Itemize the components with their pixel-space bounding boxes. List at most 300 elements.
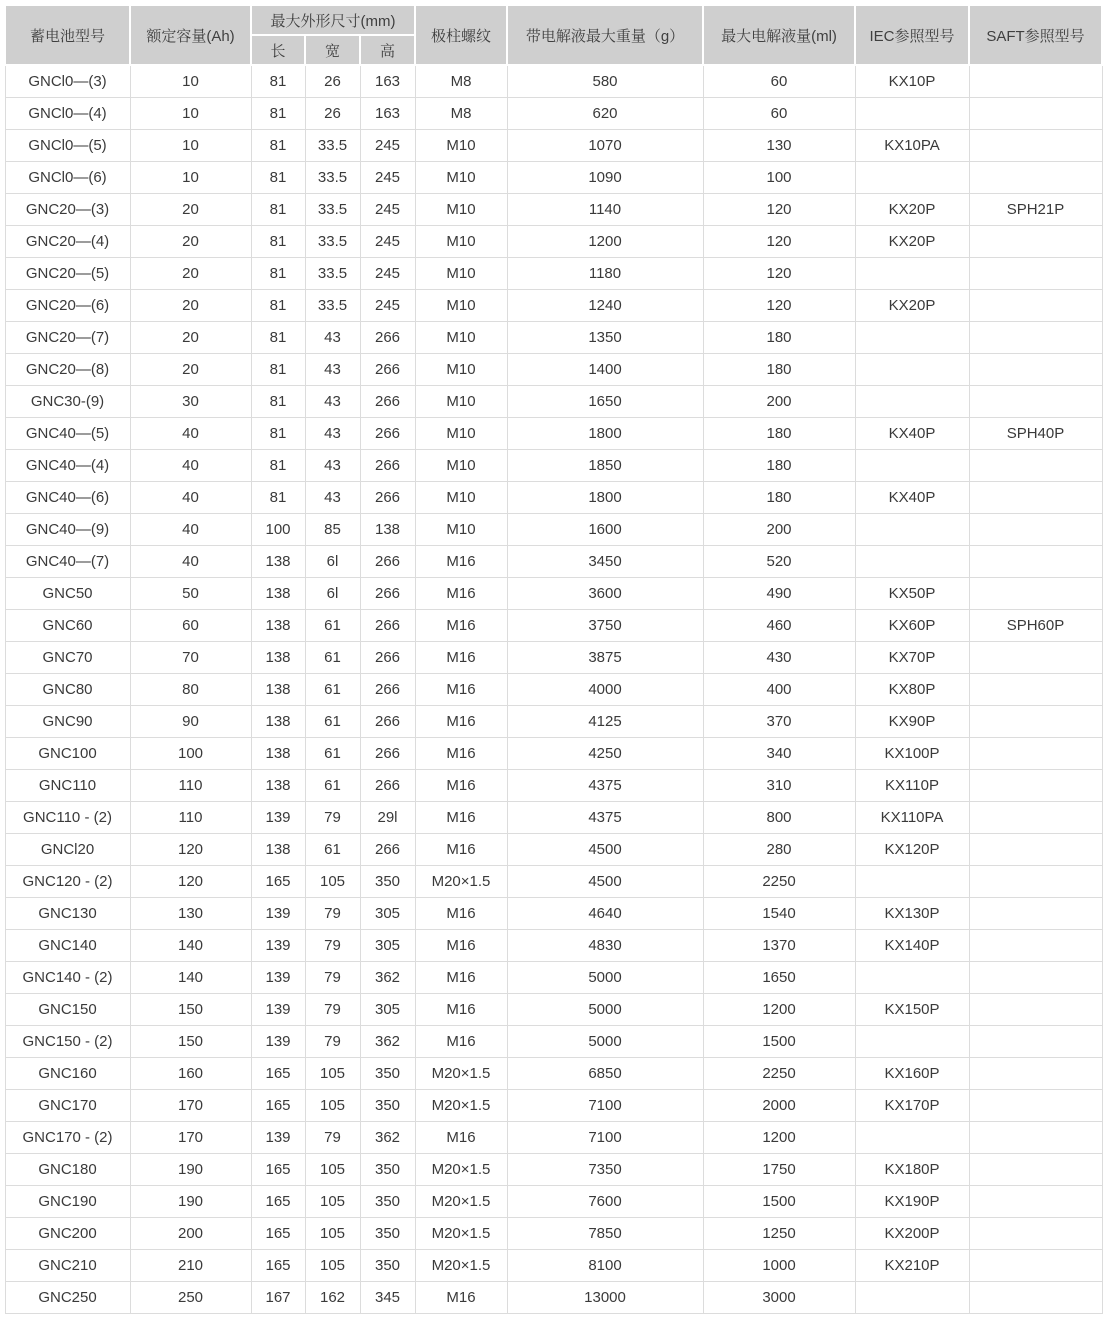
cell-width: 61 (305, 674, 360, 706)
cell-width: 43 (305, 482, 360, 514)
cell-iec (855, 322, 969, 354)
cell-model: GNC40—(7) (5, 546, 130, 578)
cell-capacity: 90 (130, 706, 251, 738)
cell-saft (969, 322, 1102, 354)
cell-length: 138 (251, 642, 305, 674)
cell-thread: M10 (415, 290, 507, 322)
table-row (5, 770, 1102, 802)
cell-thread: M10 (415, 418, 507, 450)
cell-length: 139 (251, 962, 305, 994)
cell-model: GNCl0—(3) (5, 65, 130, 98)
cell-thread: M16 (415, 642, 507, 674)
cell-width: 26 (305, 98, 360, 130)
header-row-top (5, 5, 1102, 35)
cell-width: 26 (305, 65, 360, 98)
cell-model: GNC130 (5, 898, 130, 930)
cell-height: 29l (360, 802, 415, 834)
cell-model: GNC40—(9) (5, 514, 130, 546)
cell-saft (969, 706, 1102, 738)
cell-capacity: 170 (130, 1090, 251, 1122)
cell-length: 138 (251, 834, 305, 866)
cell-height: 245 (360, 226, 415, 258)
table-row (5, 1058, 1102, 1090)
cell-saft (969, 162, 1102, 194)
cell-electrolyte: 1000 (703, 1250, 855, 1282)
cell-saft (969, 1218, 1102, 1250)
cell-model: GNC150 - (2) (5, 1026, 130, 1058)
cell-length: 81 (251, 354, 305, 386)
cell-saft: SPH40P (969, 418, 1102, 450)
cell-model: GNC140 - (2) (5, 962, 130, 994)
cell-width: 43 (305, 386, 360, 418)
cell-iec: KX200P (855, 1218, 969, 1250)
cell-width: 79 (305, 898, 360, 930)
cell-height: 350 (360, 1186, 415, 1218)
cell-thread: M20×1.5 (415, 1154, 507, 1186)
cell-height: 305 (360, 930, 415, 962)
table-row (5, 226, 1102, 258)
cell-saft (969, 130, 1102, 162)
cell-width: 162 (305, 1282, 360, 1314)
cell-electrolyte: 1250 (703, 1218, 855, 1250)
cell-iec (855, 258, 969, 290)
cell-width: 79 (305, 1122, 360, 1154)
cell-weight: 5000 (507, 994, 703, 1026)
cell-thread: M16 (415, 930, 507, 962)
cell-capacity: 40 (130, 514, 251, 546)
cell-height: 138 (360, 514, 415, 546)
cell-thread: M8 (415, 98, 507, 130)
table-row (5, 738, 1102, 770)
cell-electrolyte: 280 (703, 834, 855, 866)
cell-height: 350 (360, 1218, 415, 1250)
cell-thread: M20×1.5 (415, 1218, 507, 1250)
cell-thread: M10 (415, 482, 507, 514)
cell-weight: 1850 (507, 450, 703, 482)
cell-model: GNC60 (5, 610, 130, 642)
table-row (5, 962, 1102, 994)
cell-height: 245 (360, 258, 415, 290)
cell-model: GNC120 - (2) (5, 866, 130, 898)
cell-height: 163 (360, 98, 415, 130)
cell-electrolyte: 120 (703, 258, 855, 290)
cell-electrolyte: 130 (703, 130, 855, 162)
cell-length: 81 (251, 450, 305, 482)
cell-length: 100 (251, 514, 305, 546)
cell-saft: SPH21P (969, 194, 1102, 226)
cell-capacity: 60 (130, 610, 251, 642)
cell-thread: M10 (415, 354, 507, 386)
cell-width: 61 (305, 738, 360, 770)
cell-electrolyte: 180 (703, 450, 855, 482)
cell-width: 79 (305, 994, 360, 1026)
cell-weight: 1600 (507, 514, 703, 546)
table-row (5, 1186, 1102, 1218)
table-row (5, 1026, 1102, 1058)
cell-width: 33.5 (305, 226, 360, 258)
cell-saft (969, 258, 1102, 290)
cell-capacity: 20 (130, 226, 251, 258)
cell-capacity: 210 (130, 1250, 251, 1282)
cell-width: 79 (305, 802, 360, 834)
cell-model: GNC180 (5, 1154, 130, 1186)
table-body (5, 65, 1102, 1314)
cell-width: 43 (305, 322, 360, 354)
cell-saft (969, 546, 1102, 578)
table-row (5, 674, 1102, 706)
cell-iec (855, 1282, 969, 1314)
table-row (5, 386, 1102, 418)
cell-capacity: 150 (130, 1026, 251, 1058)
cell-weight: 1400 (507, 354, 703, 386)
cell-width: 105 (305, 1058, 360, 1090)
cell-electrolyte: 100 (703, 162, 855, 194)
cell-height: 362 (360, 1026, 415, 1058)
cell-iec (855, 162, 969, 194)
cell-saft (969, 226, 1102, 258)
cell-electrolyte: 120 (703, 194, 855, 226)
table-row (5, 546, 1102, 578)
cell-saft (969, 1154, 1102, 1186)
cell-capacity: 100 (130, 738, 251, 770)
cell-electrolyte: 180 (703, 418, 855, 450)
cell-height: 362 (360, 962, 415, 994)
cell-iec (855, 1122, 969, 1154)
cell-width: 33.5 (305, 258, 360, 290)
cell-model: GNCl0—(4) (5, 98, 130, 130)
cell-height: 266 (360, 642, 415, 674)
cell-capacity: 40 (130, 482, 251, 514)
cell-capacity: 80 (130, 674, 251, 706)
cell-width: 105 (305, 1250, 360, 1282)
cell-iec: KX80P (855, 674, 969, 706)
cell-capacity: 10 (130, 162, 251, 194)
cell-width: 43 (305, 450, 360, 482)
cell-weight: 4640 (507, 898, 703, 930)
col-header-saft: SAFT参照型号 (969, 5, 1102, 65)
cell-thread: M20×1.5 (415, 1058, 507, 1090)
cell-saft (969, 386, 1102, 418)
cell-capacity: 170 (130, 1122, 251, 1154)
cell-iec: KX110P (855, 770, 969, 802)
cell-width: 105 (305, 1186, 360, 1218)
cell-weight: 1200 (507, 226, 703, 258)
cell-saft (969, 866, 1102, 898)
cell-length: 167 (251, 1282, 305, 1314)
table-row (5, 1250, 1102, 1282)
cell-height: 345 (360, 1282, 415, 1314)
cell-model: GNCl0—(5) (5, 130, 130, 162)
cell-iec: KX10PA (855, 130, 969, 162)
cell-saft (969, 98, 1102, 130)
cell-length: 81 (251, 162, 305, 194)
cell-weight: 1350 (507, 322, 703, 354)
cell-saft (969, 770, 1102, 802)
cell-model: GNCl0—(6) (5, 162, 130, 194)
table-row (5, 930, 1102, 962)
cell-model: GNC80 (5, 674, 130, 706)
cell-weight: 4375 (507, 770, 703, 802)
cell-length: 138 (251, 770, 305, 802)
table-row (5, 898, 1102, 930)
col-header-length: 长 (251, 35, 305, 65)
cell-model: GNC20—(4) (5, 226, 130, 258)
cell-height: 266 (360, 322, 415, 354)
cell-height: 266 (360, 706, 415, 738)
cell-electrolyte: 60 (703, 65, 855, 98)
cell-electrolyte: 370 (703, 706, 855, 738)
cell-height: 266 (360, 482, 415, 514)
cell-saft (969, 1026, 1102, 1058)
cell-width: 43 (305, 354, 360, 386)
table-header (5, 5, 1102, 65)
table-row (5, 642, 1102, 674)
cell-saft (969, 674, 1102, 706)
cell-iec: KX180P (855, 1154, 969, 1186)
cell-thread: M16 (415, 1282, 507, 1314)
cell-weight: 4000 (507, 674, 703, 706)
cell-capacity: 190 (130, 1154, 251, 1186)
col-header-dimensions-group: 最大外形尺寸(mm) (251, 5, 415, 35)
table-row (5, 258, 1102, 290)
cell-weight: 7850 (507, 1218, 703, 1250)
cell-iec: KX40P (855, 482, 969, 514)
cell-weight: 4375 (507, 802, 703, 834)
cell-thread: M8 (415, 65, 507, 98)
cell-length: 81 (251, 130, 305, 162)
cell-saft (969, 1058, 1102, 1090)
cell-iec: KX120P (855, 834, 969, 866)
cell-thread: M10 (415, 226, 507, 258)
cell-length: 138 (251, 706, 305, 738)
cell-height: 266 (360, 354, 415, 386)
cell-thread: M10 (415, 450, 507, 482)
cell-iec (855, 546, 969, 578)
cell-weight: 8100 (507, 1250, 703, 1282)
cell-weight: 7600 (507, 1186, 703, 1218)
cell-thread: M10 (415, 130, 507, 162)
cell-saft: SPH60P (969, 610, 1102, 642)
cell-model: GNC20—(6) (5, 290, 130, 322)
cell-length: 81 (251, 65, 305, 98)
cell-saft (969, 1122, 1102, 1154)
cell-iec: KX140P (855, 930, 969, 962)
cell-capacity: 10 (130, 130, 251, 162)
cell-length: 138 (251, 610, 305, 642)
cell-thread: M10 (415, 322, 507, 354)
cell-electrolyte: 1370 (703, 930, 855, 962)
cell-iec (855, 962, 969, 994)
cell-height: 362 (360, 1122, 415, 1154)
cell-saft (969, 450, 1102, 482)
table-row (5, 194, 1102, 226)
cell-weight: 4500 (507, 866, 703, 898)
table-row (5, 482, 1102, 514)
cell-iec: KX150P (855, 994, 969, 1026)
cell-capacity: 130 (130, 898, 251, 930)
table-row (5, 514, 1102, 546)
cell-capacity: 160 (130, 1058, 251, 1090)
cell-capacity: 20 (130, 258, 251, 290)
col-header-model: 蓄电池型号 (5, 5, 130, 65)
cell-iec (855, 386, 969, 418)
cell-iec: KX210P (855, 1250, 969, 1282)
cell-width: 6l (305, 546, 360, 578)
battery-spec-table (4, 4, 1103, 1314)
cell-length: 138 (251, 578, 305, 610)
cell-electrolyte: 120 (703, 226, 855, 258)
table-row (5, 322, 1102, 354)
cell-model: GNC190 (5, 1186, 130, 1218)
cell-model: GNCl20 (5, 834, 130, 866)
cell-thread: M20×1.5 (415, 1186, 507, 1218)
cell-model: GNC40—(4) (5, 450, 130, 482)
cell-capacity: 200 (130, 1218, 251, 1250)
cell-weight: 1090 (507, 162, 703, 194)
cell-saft (969, 962, 1102, 994)
cell-capacity: 20 (130, 322, 251, 354)
cell-capacity: 70 (130, 642, 251, 674)
cell-electrolyte: 180 (703, 482, 855, 514)
cell-saft (969, 738, 1102, 770)
cell-electrolyte: 340 (703, 738, 855, 770)
cell-capacity: 50 (130, 578, 251, 610)
cell-thread: M16 (415, 674, 507, 706)
cell-electrolyte: 1500 (703, 1186, 855, 1218)
col-header-thread: 极柱螺纹 (415, 5, 507, 65)
cell-weight: 3750 (507, 610, 703, 642)
cell-iec: KX40P (855, 418, 969, 450)
cell-weight: 4250 (507, 738, 703, 770)
cell-model: GNC40—(5) (5, 418, 130, 450)
cell-iec: KX160P (855, 1058, 969, 1090)
cell-model: GNC250 (5, 1282, 130, 1314)
table-row (5, 290, 1102, 322)
cell-iec: KX170P (855, 1090, 969, 1122)
cell-electrolyte: 460 (703, 610, 855, 642)
cell-iec: KX10P (855, 65, 969, 98)
cell-capacity: 40 (130, 418, 251, 450)
cell-saft (969, 514, 1102, 546)
cell-model: GNC170 (5, 1090, 130, 1122)
table-row (5, 354, 1102, 386)
cell-height: 350 (360, 1090, 415, 1122)
cell-electrolyte: 3000 (703, 1282, 855, 1314)
cell-saft (969, 354, 1102, 386)
cell-width: 85 (305, 514, 360, 546)
cell-capacity: 40 (130, 450, 251, 482)
cell-height: 266 (360, 450, 415, 482)
cell-capacity: 10 (130, 65, 251, 98)
cell-height: 350 (360, 1154, 415, 1186)
cell-model: GNC200 (5, 1218, 130, 1250)
cell-capacity: 40 (130, 546, 251, 578)
cell-electrolyte: 180 (703, 354, 855, 386)
cell-width: 33.5 (305, 290, 360, 322)
cell-capacity: 120 (130, 834, 251, 866)
cell-length: 139 (251, 802, 305, 834)
cell-iec: KX20P (855, 290, 969, 322)
table-row (5, 834, 1102, 866)
cell-height: 266 (360, 738, 415, 770)
cell-height: 350 (360, 866, 415, 898)
cell-iec (855, 866, 969, 898)
cell-iec: KX130P (855, 898, 969, 930)
cell-model: GNC210 (5, 1250, 130, 1282)
table-row (5, 130, 1102, 162)
table-row (5, 1218, 1102, 1250)
cell-thread: M16 (415, 610, 507, 642)
cell-weight: 1800 (507, 418, 703, 450)
cell-electrolyte: 1500 (703, 1026, 855, 1058)
cell-thread: M16 (415, 962, 507, 994)
cell-weight: 7100 (507, 1122, 703, 1154)
cell-length: 81 (251, 258, 305, 290)
cell-weight: 580 (507, 65, 703, 98)
cell-length: 81 (251, 226, 305, 258)
cell-weight: 7350 (507, 1154, 703, 1186)
cell-width: 105 (305, 1154, 360, 1186)
cell-weight: 5000 (507, 1026, 703, 1058)
cell-model: GNC90 (5, 706, 130, 738)
cell-capacity: 250 (130, 1282, 251, 1314)
cell-electrolyte: 400 (703, 674, 855, 706)
cell-width: 61 (305, 610, 360, 642)
cell-iec (855, 514, 969, 546)
cell-thread: M20×1.5 (415, 1090, 507, 1122)
cell-thread: M16 (415, 578, 507, 610)
cell-weight: 620 (507, 98, 703, 130)
cell-model: GNC40—(6) (5, 482, 130, 514)
cell-length: 165 (251, 1218, 305, 1250)
cell-height: 305 (360, 994, 415, 1026)
table-row (5, 418, 1102, 450)
cell-iec (855, 450, 969, 482)
cell-length: 165 (251, 1250, 305, 1282)
cell-capacity: 110 (130, 770, 251, 802)
cell-length: 165 (251, 1186, 305, 1218)
cell-model: GNC20—(7) (5, 322, 130, 354)
cell-iec: KX90P (855, 706, 969, 738)
table-row (5, 866, 1102, 898)
cell-electrolyte: 800 (703, 802, 855, 834)
cell-saft (969, 642, 1102, 674)
cell-saft (969, 290, 1102, 322)
cell-thread: M10 (415, 386, 507, 418)
cell-model: GNC110 (5, 770, 130, 802)
cell-electrolyte: 180 (703, 322, 855, 354)
cell-thread: M16 (415, 994, 507, 1026)
cell-weight: 1650 (507, 386, 703, 418)
cell-model: GNC110 - (2) (5, 802, 130, 834)
table-row (5, 65, 1102, 98)
cell-height: 266 (360, 418, 415, 450)
cell-model: GNC140 (5, 930, 130, 962)
cell-electrolyte: 520 (703, 546, 855, 578)
col-header-width: 宽 (305, 35, 360, 65)
cell-weight: 4125 (507, 706, 703, 738)
table-row (5, 450, 1102, 482)
cell-length: 81 (251, 386, 305, 418)
cell-capacity: 20 (130, 290, 251, 322)
table-row (5, 98, 1102, 130)
cell-length: 165 (251, 1154, 305, 1186)
cell-model: GNC20—(8) (5, 354, 130, 386)
cell-electrolyte: 1540 (703, 898, 855, 930)
cell-weight: 3875 (507, 642, 703, 674)
table-row (5, 578, 1102, 610)
cell-capacity: 20 (130, 194, 251, 226)
